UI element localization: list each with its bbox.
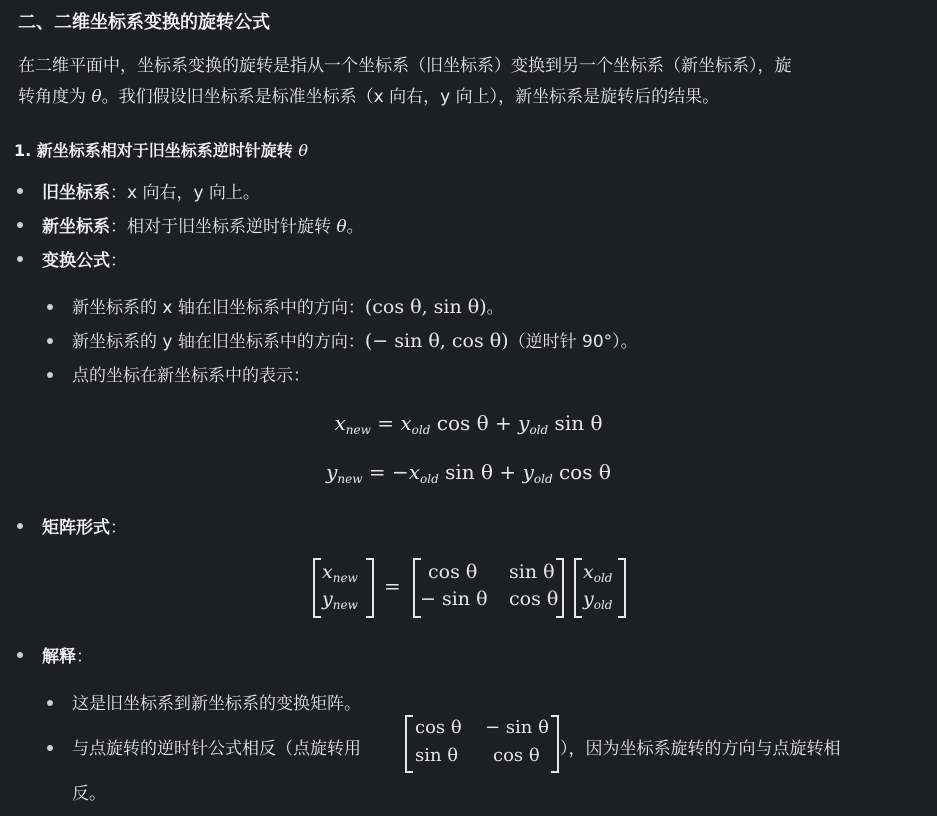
colon: ： [76,647,93,667]
subscript-old: old [411,423,431,437]
theta-symbol: θ [336,217,347,237]
x-symbol: x [322,561,333,583]
y-axis-vector: (− sin θ, cos θ) [364,330,509,352]
intro-line-2 [18,82,903,113]
old-system-text: ：x 向右，y 向上。 [110,183,260,203]
explain-2-text-b: ），因为坐标系旋转的方向与点旋转相 [560,739,841,759]
explanation-label: 解释 [42,647,76,667]
bullet-dot [47,700,53,706]
explain-2-text-c: 反。 [72,784,106,804]
bullet-dot [17,222,23,228]
new-system-text-end: 。 [346,217,364,237]
x-axis-vector: (cos θ, sin θ) [364,296,487,318]
bracket-right [551,715,559,773]
bullet-dot [17,256,23,262]
list-item-formula [42,246,127,271]
list-item-explain-2 [72,734,361,759]
explain-1-text: 这是旧坐标系到新坐标系的变换矩阵。 [72,694,361,714]
equals: = [370,411,401,435]
equals-sign: = [384,574,401,598]
list-item-explanation [42,642,93,667]
subscript-new: new [345,423,371,437]
matrix-cell: cos θ [493,745,540,766]
bracket-right [556,558,564,618]
theta-symbol: θ [298,141,308,160]
list-item-x-axis [72,293,504,318]
theta-symbol: θ [91,87,102,107]
matrix-cell: sin θ [415,745,459,766]
new-system-label: 新坐标系 [42,217,110,237]
bracket-right [366,558,374,618]
section-title: 二、二维坐标系变换的旋转公式 [18,12,270,33]
list-item-explain-1 [72,689,361,714]
matrix-cell: cos θ [509,588,559,610]
list-item-point-coords [72,361,310,386]
x-symbol: x [334,411,346,435]
y-symbol: y [583,588,594,610]
explain-2-text: 与点旋转的逆时针公式相反（点旋转用 [72,739,361,759]
eq-term: sin θ [548,411,603,435]
intro-paragraph [18,51,903,113]
list-item-new-system [42,212,364,237]
eq-term: cos θ [552,460,611,484]
equation-x-new [0,411,937,435]
y-symbol: y [326,460,338,484]
eq-term: sin θ + [438,460,523,484]
y-symbol: y [322,588,333,610]
bullet-dot [17,188,23,194]
bracket-right [618,558,626,618]
matrix-cell: − sin θ [485,717,549,738]
bullet-dot [17,652,23,658]
intro-text-end: 。我们假设旧坐标系是标准坐标系（x 向右，y 向上），新坐标系是旋转后的结果。 [101,87,720,107]
subsection-title-text: 1. 新坐标系相对于旧坐标系逆时针旋转 [14,141,299,160]
y-symbol: y [522,460,534,484]
matrix-cell: − sin θ [420,588,488,610]
list-item-y-axis [72,327,638,352]
vector-x-new [322,561,358,583]
subscript-old: old [529,423,549,437]
subscript-old: old [593,598,613,612]
matrix-cell: sin θ [509,561,555,583]
point-text: 点的坐标在新坐标系中的表示： [72,366,310,386]
x-symbol: x [408,460,421,484]
bullet-dot [47,304,53,310]
bullet-dot [47,338,53,344]
bullet-dot [47,372,53,378]
formula-label: 变换公式 [42,251,110,271]
x-axis-end: 。 [486,298,504,318]
equals: = − [362,460,409,484]
eq-term: cos θ + [430,411,519,435]
subscript-old: old [533,472,553,486]
subscript-new: new [332,571,358,585]
matrix-equation [0,556,937,618]
vector-x-old [583,561,612,583]
explain-2-continued [560,734,841,759]
vector-y-old [583,588,612,610]
matrix-form-label: 矩阵形式 [42,518,110,538]
explain-2-wrap [72,779,106,804]
bracket-left [405,715,413,773]
x-symbol: x [400,411,412,435]
bracket-left [574,558,582,618]
subscript-new: new [332,598,358,612]
bullet-dot [17,523,23,529]
matrix-cell: cos θ [415,717,462,738]
y-axis-text: 新坐标系的 y 轴在旧坐标系中的方向： [72,332,365,352]
colon: ： [110,251,127,271]
equation-y-new [0,460,937,484]
point-rotation-matrix [405,714,565,772]
bullet-dot [47,745,53,751]
subscript-new: new [337,472,363,486]
new-system-text: ：相对于旧坐标系逆时针旋转 [110,217,337,237]
old-system-label: 旧坐标系 [42,183,110,203]
matrix-cell: cos θ [428,561,478,583]
list-item-old-system [42,178,260,203]
subscript-old: old [593,571,613,585]
intro-line-1: 在二维平面中，坐标系变换的旋转是指从一个坐标系（旧坐标系）变换到另一个坐标系（新坐标系），旋 [18,56,792,76]
subsection-title [14,138,308,161]
y-symbol: y [518,411,530,435]
list-item-matrix-form [42,513,127,538]
bracket-left [313,558,321,618]
x-symbol: x [583,561,594,583]
x-axis-text: 新坐标系的 x 轴在旧坐标系中的方向： [72,298,365,318]
intro-text: 转角度为 [18,87,92,107]
subscript-old: old [420,472,439,486]
vector-y-new [322,588,358,610]
y-axis-end: （逆时针 90°）。 [508,332,638,352]
colon: ： [110,518,127,538]
